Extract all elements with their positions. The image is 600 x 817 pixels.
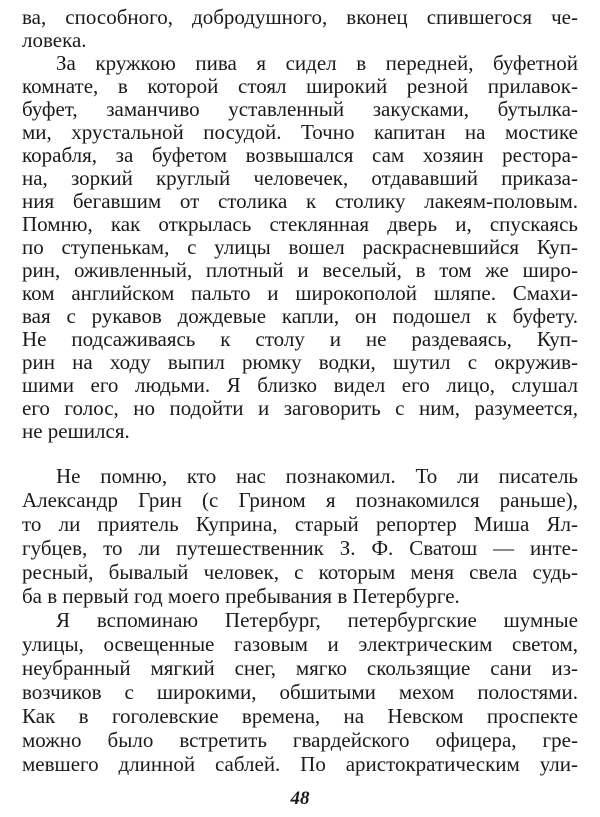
page-number: 48 bbox=[290, 788, 310, 809]
text-line: по ступенькам, с улицы вошел раскрасневшийся Куп- bbox=[22, 235, 578, 259]
paragraph bbox=[22, 6, 578, 52]
text-section-2 bbox=[22, 464, 578, 776]
text-line: ком английском пальто и широкополой шляпе. Смахи- bbox=[22, 281, 578, 305]
text-line: Не помню, кто нас познакомил. То ли писатель bbox=[56, 464, 578, 488]
text-line: шими его людьми. Я близко видел его лицо, слушал bbox=[22, 373, 578, 397]
text-section-1 bbox=[22, 6, 578, 443]
text-line: возчиков с широкими, обшитыми мехом полостями. bbox=[22, 680, 578, 704]
text-line: на, зоркий круглый человечек, отдававший приказа- bbox=[22, 166, 578, 190]
text-line: то ли приятель Куприна, старый репортер Миша Ял- bbox=[22, 512, 578, 536]
text-line: неубранный мягкий снег, мягко скользящие сани из- bbox=[22, 656, 578, 680]
text-line: Александр Грин (с Грином я познакомился раньше), bbox=[22, 488, 578, 512]
text-line: улицы, освещенные газовым и электрическим светом, bbox=[22, 632, 578, 656]
text-line: ва, способного, добродушного, вконец спившегося че- bbox=[22, 5, 578, 29]
text-line: губцев, то ли путешественник З. Ф. Сватош — инте- bbox=[22, 536, 578, 560]
text-line: рин на ходу выпил рюмку водки, шутил с окружив- bbox=[22, 350, 578, 374]
paragraph bbox=[22, 52, 578, 443]
text-line: комнате, в которой стоял широкий резной прилавок- bbox=[22, 74, 578, 98]
text-line: можно было встретить гвардейского офицера, гре- bbox=[22, 728, 578, 752]
text-line: Как в гоголевские времена, на Невском проспекте bbox=[22, 704, 578, 728]
text-line: Я вспоминаю Петербург, петербургские шумные bbox=[56, 608, 578, 632]
text-line: рин, оживленный, плотный и веселый, в том же широ- bbox=[22, 258, 578, 282]
text-line: Помню, как открылась стеклянная дверь и, спускаясь bbox=[22, 212, 578, 236]
text-line: Не подсаживаясь к столу и не раздеваясь, Куп- bbox=[22, 327, 578, 351]
text-line: корабля, за буфетом возвышался сам хозяин рестора- bbox=[22, 143, 578, 167]
text-line: мевшего длинной саблей. По аристократическим ули- bbox=[22, 752, 578, 776]
text-line: ми, хрустальной посудой. Точно капитан на мостике bbox=[22, 120, 578, 144]
text-line: ресный, бывалый человек, с которым меня свела судь- bbox=[22, 560, 578, 584]
text-line: ба в первый год моего пребывания в Петербурге. bbox=[22, 584, 460, 608]
paragraph bbox=[22, 608, 578, 776]
text-line: За кружкою пива я сидел в передней, буфетной bbox=[56, 51, 578, 75]
paragraph bbox=[22, 464, 578, 608]
text-line: вая с рукавов дождевые капли, он подошел к буфету. bbox=[22, 304, 578, 328]
text-line: его голос, но подойти и заговорить с ним, разумеется, bbox=[22, 396, 578, 420]
text-line: не решился. bbox=[22, 419, 130, 443]
text-line: ния бегавшим от столика к столику лакеям-половым. bbox=[22, 189, 578, 213]
text-line: буфет, заманчиво уставленный закусками, бутылка- bbox=[22, 97, 578, 121]
text-line: ловека. bbox=[22, 28, 87, 52]
